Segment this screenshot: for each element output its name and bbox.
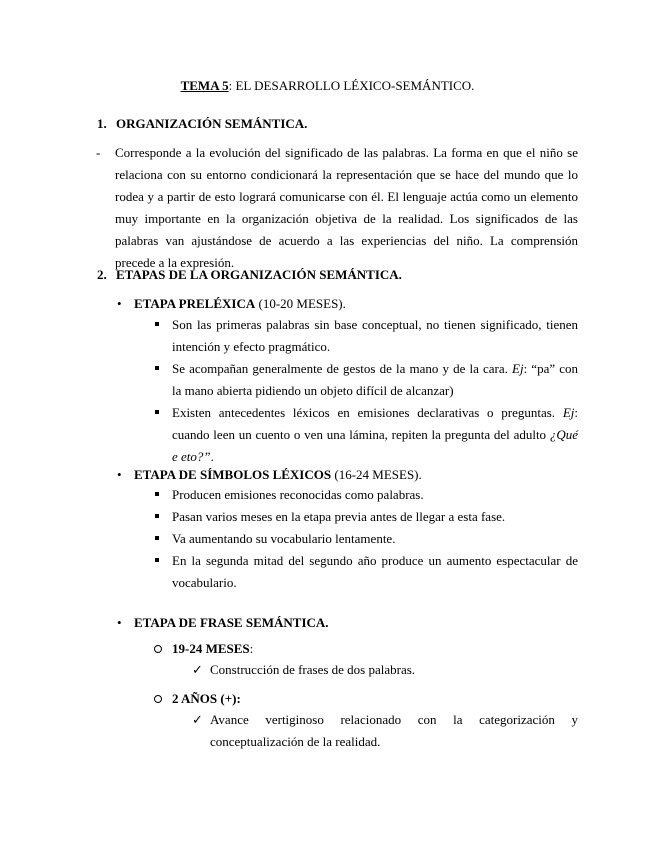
section-2-heading [97,267,402,283]
frase-sub1-item: Construcción de frases de dos palabras. [210,662,416,677]
frase-label: ETAPA DE FRASE SEMÁNTICA. [134,615,329,630]
section-1-title: ORGANIZACIÓN SEMÁNTICA. [116,116,308,131]
frase-sub1-heading [172,641,253,657]
bullet-icon: • [117,467,122,482]
section-2-title: ETAPAS DE LA ORGANIZACIÓN SEMÁNTICA. [116,267,402,282]
section-1-number: 1. [97,116,107,131]
paragraph-dash: - [96,145,101,160]
prelexica-item-1: Son las primeras palabras sin base conceptual, no tienen significado, tienen intención y efecto pragmático. [172,317,578,354]
square-bullet-icon [155,322,159,326]
square-bullet-icon [155,558,159,562]
title-tema: TEMA 5 [180,78,229,93]
page-title [0,78,655,94]
prelexica-item-3-end: . [210,449,214,464]
frase-sub2-label: 2 AÑOS (+): [172,691,241,706]
simbolos-item-2: Pasan varios meses en la etapa previa antes de llegar a esta fase. [172,509,506,524]
section-2-number: 2. [97,267,107,282]
square-bullet-icon [155,536,159,540]
bullet-icon: • [117,296,122,311]
circle-bullet-icon [154,695,162,703]
simbolos-label: ETAPA DE SÍMBOLOS LÉXICOS [134,467,332,482]
simbolos-item-1: Producen emisiones reconocidas como palabras. [172,487,424,502]
section-1-paragraph: Corresponde a la evolución del significado de las palabras. La forma en que el niño se relaciona con su entorno condicionará la representación que se hace del mundo que lo rodea y a partir de esto logrará comunicarse con él. El lenguaje actúa como un elemento muy importante en la organización objetiva de la realidad. Los significados de las palabras van ajustándose de acuerdo a las experiencias del niño. La comprensión precede a la expresión. [115,145,578,270]
prelexica-item-3-quote: ¿Qué e eto?” [172,427,578,464]
prelexica-item-2-ej: Ej [512,361,524,376]
circle-bullet-icon [154,645,162,653]
frase-sub2-item: Avance vertiginoso relacionado con la categorización y conceptualización de la realidad. [210,712,578,749]
simbolos-range: (16-24 MESES). [331,467,422,482]
frase-heading [134,615,329,631]
square-bullet-icon [155,492,159,496]
checkmark-icon: ✓ [192,712,203,727]
prelexica-item-3-rest: : cuando leen un cuento o ven una lámina, repiten la pregunta del adulto [172,405,578,442]
prelexica-range: (10-20 MESES). [255,296,346,311]
simbolos-item-4: En la segunda mitad del segundo año produce un aumento espectacular de vocabulario. [172,553,578,590]
simbolos-heading [134,467,422,483]
bullet-icon: • [117,615,122,630]
prelexica-label: ETAPA PRELÉXICA [134,296,256,311]
square-bullet-icon [155,514,159,518]
prelexica-item-2-rest: : “pa” con la mano abierta pidiendo un objeto difícil de alcanzar) [172,361,578,398]
simbolos-item-3: Va aumentando su vocabulario lentamente. [172,531,396,546]
prelexica-item-2 [172,358,578,402]
title-rest: : EL DESARROLLO LÉXICO-SEMÁNTICO. [228,78,475,93]
prelexica-heading [134,296,346,312]
frase-sub1-colon: : [249,641,254,656]
section-1-heading [97,116,307,132]
prelexica-item-3 [172,402,578,468]
square-bullet-icon [155,366,159,370]
prelexica-item-3-text: Existen antecedentes léxicos en emisiones declarativas o preguntas. [172,405,556,420]
checkmark-icon: ✓ [192,662,203,677]
prelexica-item-2-text: Se acompañan generalmente de gestos de la mano y de la cara. [172,361,508,376]
prelexica-item-3-ej: Ej [562,405,575,420]
square-bullet-icon [155,410,159,414]
frase-sub1-label: 19-24 MESES [172,641,250,656]
